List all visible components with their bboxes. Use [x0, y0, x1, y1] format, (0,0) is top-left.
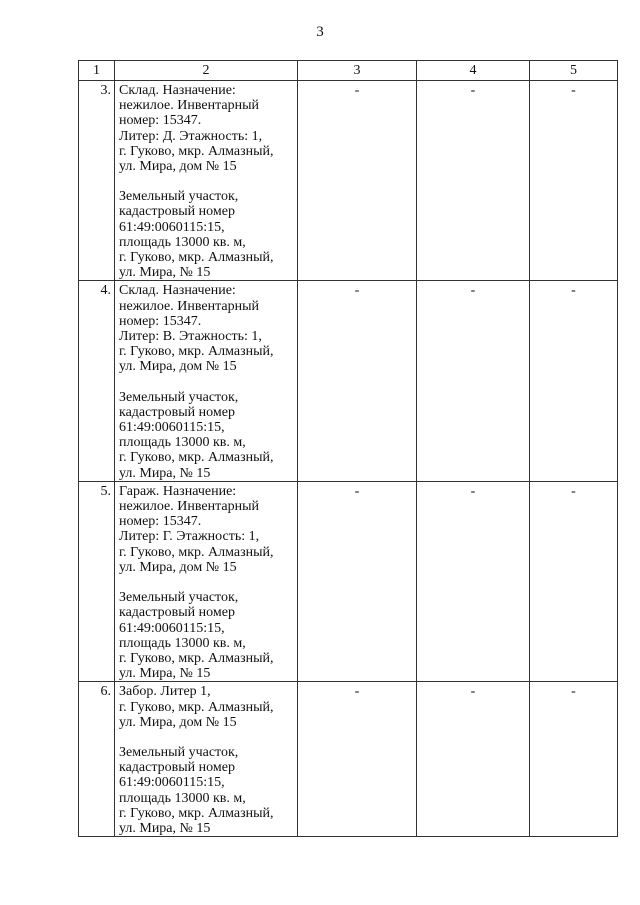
- building-description-line: г. Гуково, мкр. Алмазный,: [119, 143, 274, 159]
- building-description-line: Склад. Назначение:: [119, 83, 236, 98]
- cell-col5: -: [530, 481, 618, 681]
- building-description-line: Склад. Назначение:: [119, 283, 236, 299]
- land-plot-description-line: Земельный участок,: [119, 189, 239, 205]
- building-description-line: нежилое. Инвентарный: [119, 298, 259, 314]
- building-description-line: номер: 15347.: [119, 113, 202, 129]
- land-plot-description-line: ул. Мира, № 15: [119, 666, 211, 682]
- table-row: [79, 281, 618, 481]
- building-description-line: ул. Мира, дом № 15: [119, 714, 237, 730]
- row-number: 3.: [79, 81, 115, 281]
- page-number: 3: [316, 24, 324, 40]
- cell-col3: -: [298, 81, 417, 281]
- table-row: [79, 481, 618, 681]
- building-description-line: Забор. Литер 1,: [119, 684, 211, 700]
- property-table: [78, 60, 618, 837]
- building-description: [119, 484, 295, 575]
- building-description-line: номер: 15347.: [119, 514, 202, 530]
- land-plot-description-line: Земельный участок,: [119, 744, 239, 760]
- land-plot-description-line: 61:49:0060115:15,: [119, 420, 225, 436]
- cell-col3: -: [298, 481, 417, 681]
- cell-col4: -: [417, 481, 530, 681]
- land-plot-description-line: кадастровый номер: [119, 605, 235, 621]
- row-number: 5.: [79, 481, 115, 681]
- building-description: [119, 283, 295, 374]
- building-description-line: ул. Мира, дом № 15: [119, 359, 237, 375]
- object-description: [115, 281, 298, 481]
- building-description-line: Литер: Д. Этажность: 1,: [119, 128, 263, 144]
- building-description: [119, 684, 295, 730]
- header-cell-4: 4: [417, 61, 530, 81]
- object-description: [115, 81, 298, 281]
- object-description: [115, 481, 298, 681]
- land-plot-description-line: ул. Мира, № 15: [119, 465, 211, 481]
- land-plot-description: [119, 745, 295, 836]
- table-row: [79, 81, 618, 281]
- object-description: [115, 682, 298, 837]
- building-description: [119, 83, 295, 174]
- land-plot-description-line: площадь 13000 кв. м,: [119, 790, 246, 806]
- building-description-line: Литер: В. Этажность: 1,: [119, 329, 262, 345]
- header-cell-3: 3: [298, 61, 417, 81]
- land-plot-description-line: ул. Мира, № 15: [119, 820, 211, 836]
- table-header-row: [79, 61, 618, 81]
- building-description-line: ул. Мира, дом № 15: [119, 559, 237, 575]
- land-plot-description-line: г. Гуково, мкр. Алмазный,: [119, 805, 274, 821]
- land-plot-description-line: г. Гуково, мкр. Алмазный,: [119, 650, 274, 666]
- land-plot-description-line: кадастровый номер: [119, 760, 235, 776]
- header-cell-2: 2: [115, 61, 298, 81]
- header-cell-5: 5: [530, 61, 618, 81]
- cell-col4: -: [417, 281, 530, 481]
- cell-col3: -: [298, 682, 417, 837]
- land-plot-description-line: площадь 13000 кв. м,: [119, 234, 246, 250]
- building-description-line: Гараж. Назначение:: [119, 483, 237, 499]
- row-number: 4.: [79, 281, 115, 481]
- land-plot-description-line: г. Гуково, мкр. Алмазный,: [119, 450, 274, 466]
- building-description-line: г. Гуково, мкр. Алмазный,: [119, 344, 274, 360]
- row-number: 6.: [79, 682, 115, 837]
- building-description-line: ул. Мира, дом № 15: [119, 159, 237, 175]
- land-plot-description-line: г. Гуково, мкр. Алмазный,: [119, 250, 274, 266]
- land-plot-description-line: площадь 13000 кв. м,: [119, 435, 246, 451]
- building-description-line: г. Гуково, мкр. Алмазный,: [119, 699, 274, 715]
- land-plot-description-line: площадь 13000 кв. м,: [119, 635, 246, 651]
- land-plot-description-line: 61:49:0060115:15,: [119, 775, 225, 791]
- cell-col3: -: [298, 281, 417, 481]
- land-plot-description-line: ул. Мира, № 15: [119, 265, 211, 281]
- building-description-line: г. Гуково, мкр. Алмазный,: [119, 544, 274, 560]
- building-description-line: нежилое. Инвентарный: [119, 499, 259, 515]
- land-plot-description: [119, 189, 295, 280]
- cell-col4: -: [417, 81, 530, 281]
- building-description-line: Литер: Г. Этажность: 1,: [119, 529, 260, 545]
- land-plot-description: [119, 390, 295, 481]
- building-description-line: нежилое. Инвентарный: [119, 98, 259, 114]
- cell-col5: -: [530, 682, 618, 837]
- header-cell-1: 1: [79, 61, 115, 81]
- cell-col5: -: [530, 281, 618, 481]
- land-plot-description-line: Земельный участок,: [119, 590, 239, 606]
- land-plot-description-line: 61:49:0060115:15,: [119, 219, 225, 235]
- cell-col4: -: [417, 682, 530, 837]
- land-plot-description-line: кадастровый номер: [119, 204, 235, 220]
- building-description-line: номер: 15347.: [119, 313, 202, 329]
- land-plot-description-line: Земельный участок,: [119, 389, 239, 405]
- land-plot-description: [119, 590, 295, 681]
- table-row: [79, 682, 618, 837]
- land-plot-description-line: кадастровый номер: [119, 404, 235, 420]
- cell-col5: -: [530, 81, 618, 281]
- land-plot-description-line: 61:49:0060115:15,: [119, 620, 225, 636]
